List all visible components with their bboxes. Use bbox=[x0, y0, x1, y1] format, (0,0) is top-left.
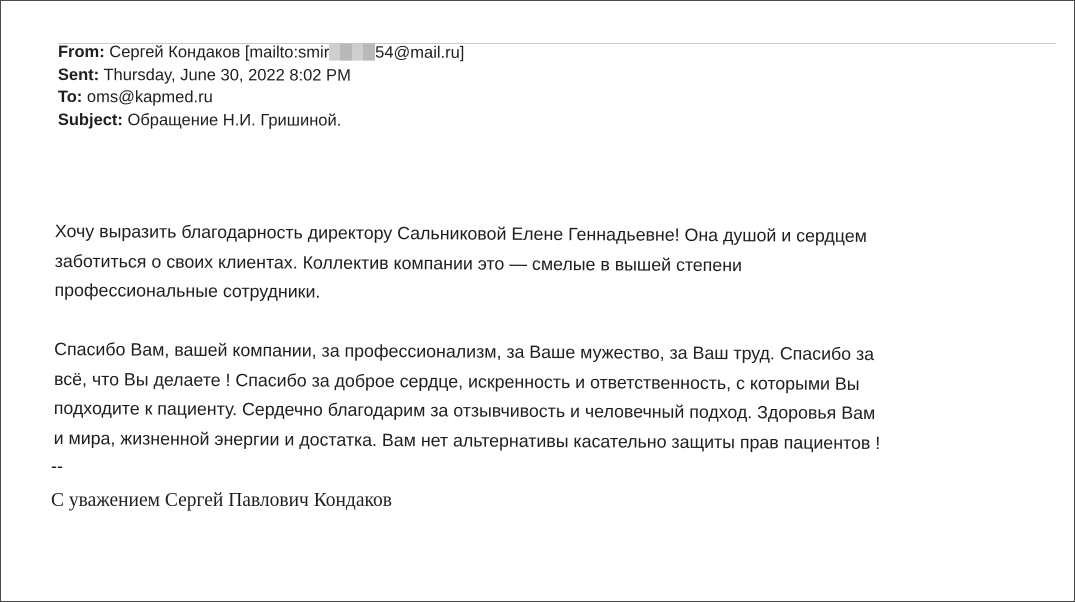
from-value: Сергей Кондаков [mailto:smir bbox=[109, 43, 330, 62]
body-paragraph-2 bbox=[54, 335, 1055, 459]
body-paragraph-1 bbox=[54, 217, 1055, 312]
body-line: заботиться о своих клиентах. Коллектив компании это — смелые в вышей степени bbox=[54, 250, 743, 275]
email-header bbox=[58, 41, 465, 132]
body-line: и мира, жизненной энергии и достатка. Вам нет альтернативы касательно защиты прав пациентов ! bbox=[53, 427, 881, 453]
signature-closing: С уважением Сергей Павлович Кондаков bbox=[51, 490, 392, 511]
sent-label: Sent: bbox=[57, 65, 100, 84]
subject-value: Обращение Н.И. Гришиной. bbox=[127, 110, 342, 130]
to-value: oms@kapmed.ru bbox=[86, 88, 213, 107]
body-line: профессиональные сотрудники. bbox=[54, 279, 321, 302]
subject-label: Subject: bbox=[57, 110, 123, 129]
signature-separator: -- bbox=[51, 456, 63, 476]
redaction-mark bbox=[329, 44, 375, 61]
to-label: To: bbox=[57, 87, 83, 107]
body-line: подходите к пациенту. Сердечно благодарим за отзывчивость и человечный подход. Здоровья Вам bbox=[53, 397, 876, 424]
subject-row bbox=[58, 108, 464, 131]
email-body bbox=[53, 217, 1055, 489]
from-row bbox=[58, 41, 464, 64]
body-line: Хочу выразить благодарность директору Сальниковой Елене Геннадьевне! Она душой и сердцем bbox=[54, 220, 867, 246]
from-value-tail: 54@mail.ru] bbox=[375, 43, 465, 62]
to-row bbox=[58, 86, 464, 109]
signature-block bbox=[51, 456, 392, 516]
body-line: Спасибо Вам, вашей компании, за профессионализм, за Ваше мужество, за Ваш труд. Спасибо за bbox=[54, 338, 875, 365]
from-label: From: bbox=[57, 42, 105, 62]
sent-row bbox=[58, 63, 464, 86]
sent-value: Thursday, June 30, 2022 8:02 PM bbox=[103, 65, 351, 85]
body-line: всё, что Вы делаете ! Спасибо за доброе сердце, искренность и ответственность, с которыми Вы bbox=[53, 368, 860, 394]
